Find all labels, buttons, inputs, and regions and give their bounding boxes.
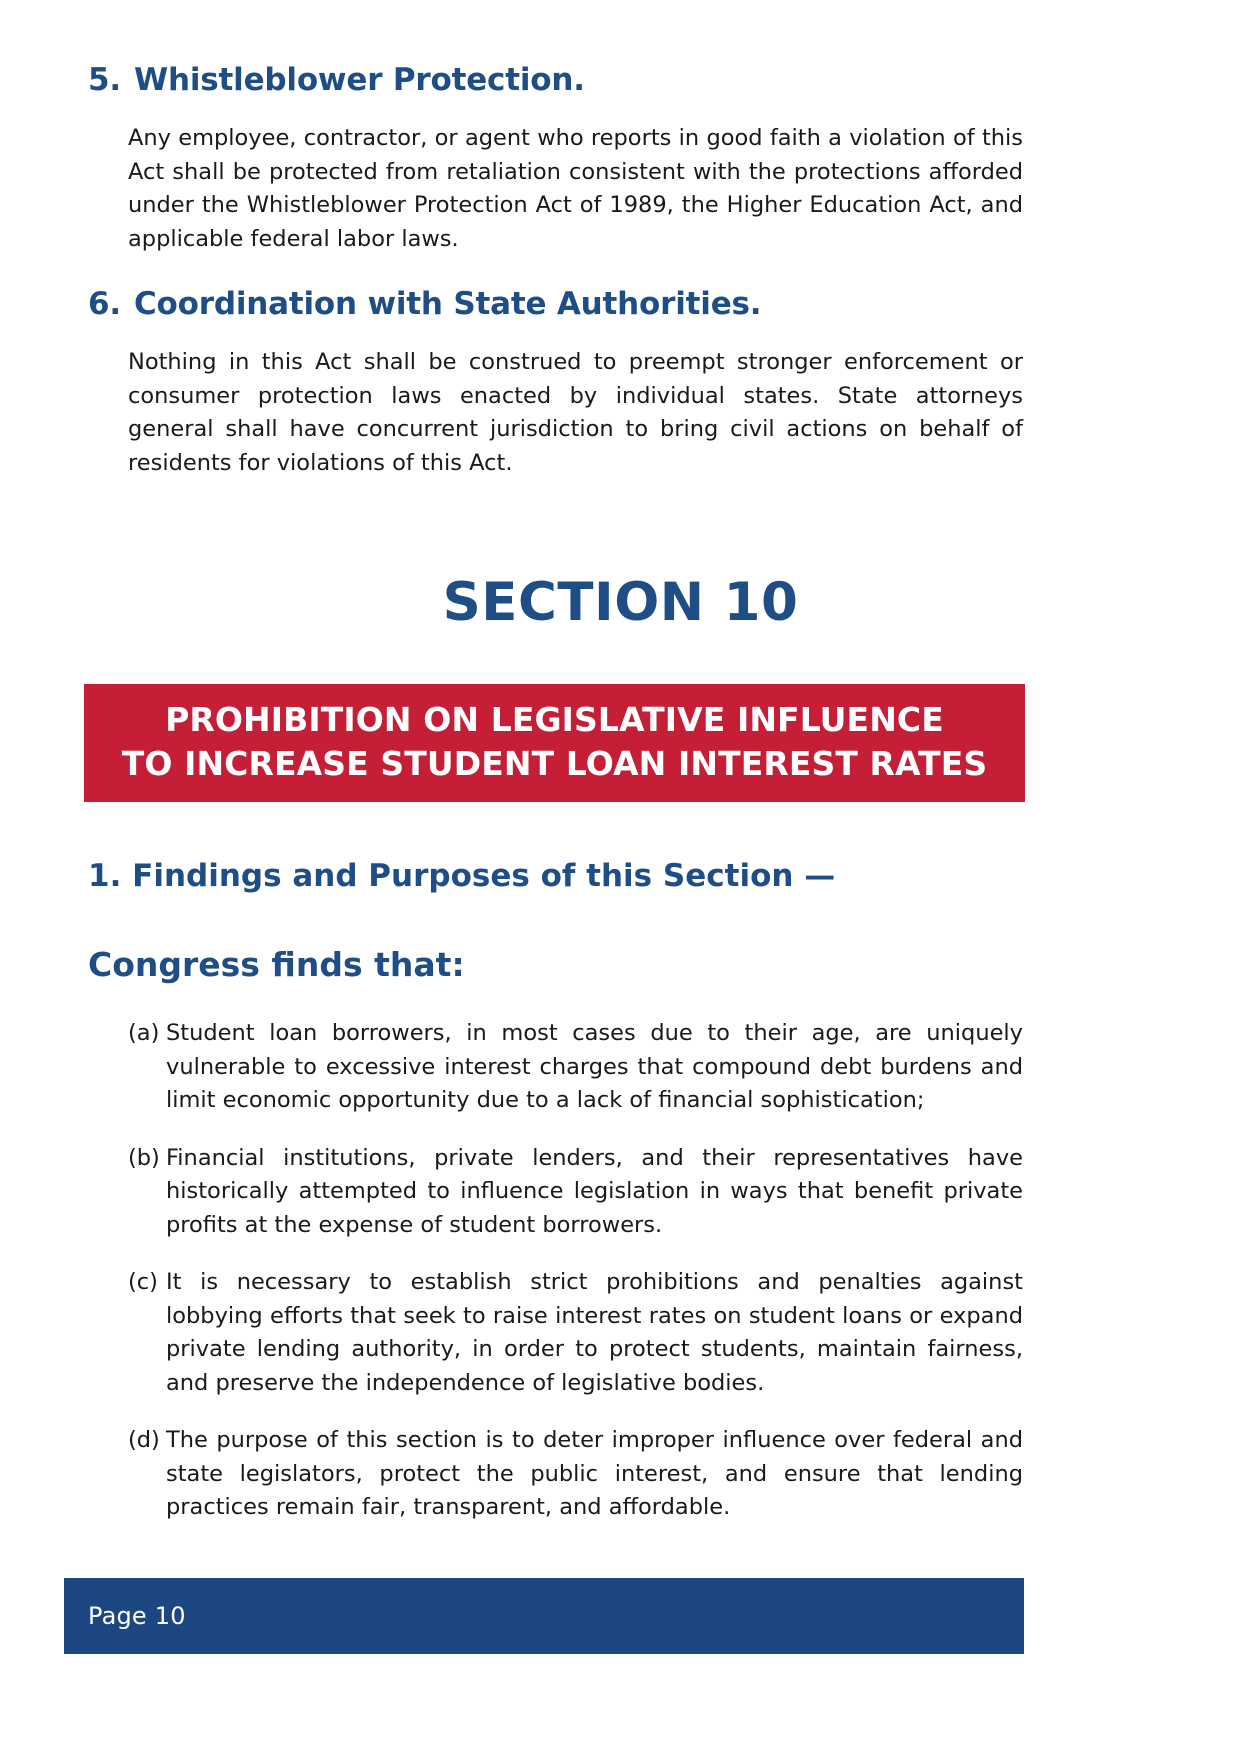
congress-finds-heading: Congress finds that: bbox=[88, 945, 465, 984]
list-item bbox=[128, 1017, 1023, 1118]
page-number-label: Page 10 bbox=[88, 1602, 186, 1630]
clause-number-5: 5. bbox=[88, 62, 121, 98]
clause-heading-6 bbox=[0, 286, 1241, 322]
page-footer bbox=[64, 1578, 1024, 1654]
list-item bbox=[128, 1142, 1023, 1243]
list-item-marker: (b) bbox=[128, 1144, 160, 1171]
clause-title-6: Coordination with State Authorities. bbox=[134, 286, 762, 322]
clause-number-6: 6. bbox=[88, 286, 121, 322]
findings-heading: 1. Findings and Purposes of this Section — bbox=[88, 858, 836, 894]
banner-line-2: TO INCREASE STUDENT LOAN INTEREST RATES bbox=[121, 744, 988, 783]
list-item-marker: (a) bbox=[128, 1020, 160, 1046]
list-item-text: The purpose of this section is to deter improper influence over federal and state legislators, protect the public interest, and ensure that lending practices remain fair, transparent, and affordable. bbox=[166, 1427, 1023, 1520]
section-title: SECTION 10 bbox=[442, 572, 799, 633]
findings-list bbox=[0, 1017, 1241, 1525]
clause-body-6: Nothing in this Act shall be construed to preempt stronger enforcement or consumer protection laws enacted by individual states. State attorneys general shall have concurrent jurisdiction to bring civil actions on behalf of residents for violations of this Act. bbox=[128, 349, 1023, 476]
list-item bbox=[128, 1266, 1023, 1400]
section-banner bbox=[84, 684, 1025, 802]
list-item-marker: (c) bbox=[128, 1269, 158, 1295]
list-item-text: It is necessary to establish strict prohibitions and penalties against lobbying efforts that seek to raise interest rates on student loans or expand private lending authority, in order to protect students, maintain fairness, and preserve the independence of legislative bodies. bbox=[166, 1269, 1023, 1396]
list-item-text: Student loan borrowers, in most cases due to their age, are uniquely vulnerable to excessive interest charges that compound debt burdens and limit economic opportunity due to a lack of financial sophistication; bbox=[166, 1020, 1023, 1113]
clause-heading-5 bbox=[0, 62, 1241, 98]
list-item-marker: (d) bbox=[128, 1427, 160, 1453]
list-item-text: Financial institutions, private lenders, and their representatives have historically attempted to influence legislation in ways that benefit private profits at the expense of student borrowers. bbox=[166, 1144, 1023, 1238]
clause-body-5: Any employee, contractor, or agent who reports in good faith a violation of this Act shall be protected from retaliation consistent with the protections afforded under the Whistleblower Protection Act of 1989, the Higher Education Act, and applicable federal labor laws. bbox=[128, 125, 1023, 252]
banner-line-1: PROHIBITION ON LEGISLATIVE INFLUENCE bbox=[165, 700, 944, 739]
list-item bbox=[128, 1424, 1023, 1525]
clause-title-5: Whistleblower Protection. bbox=[134, 62, 585, 98]
